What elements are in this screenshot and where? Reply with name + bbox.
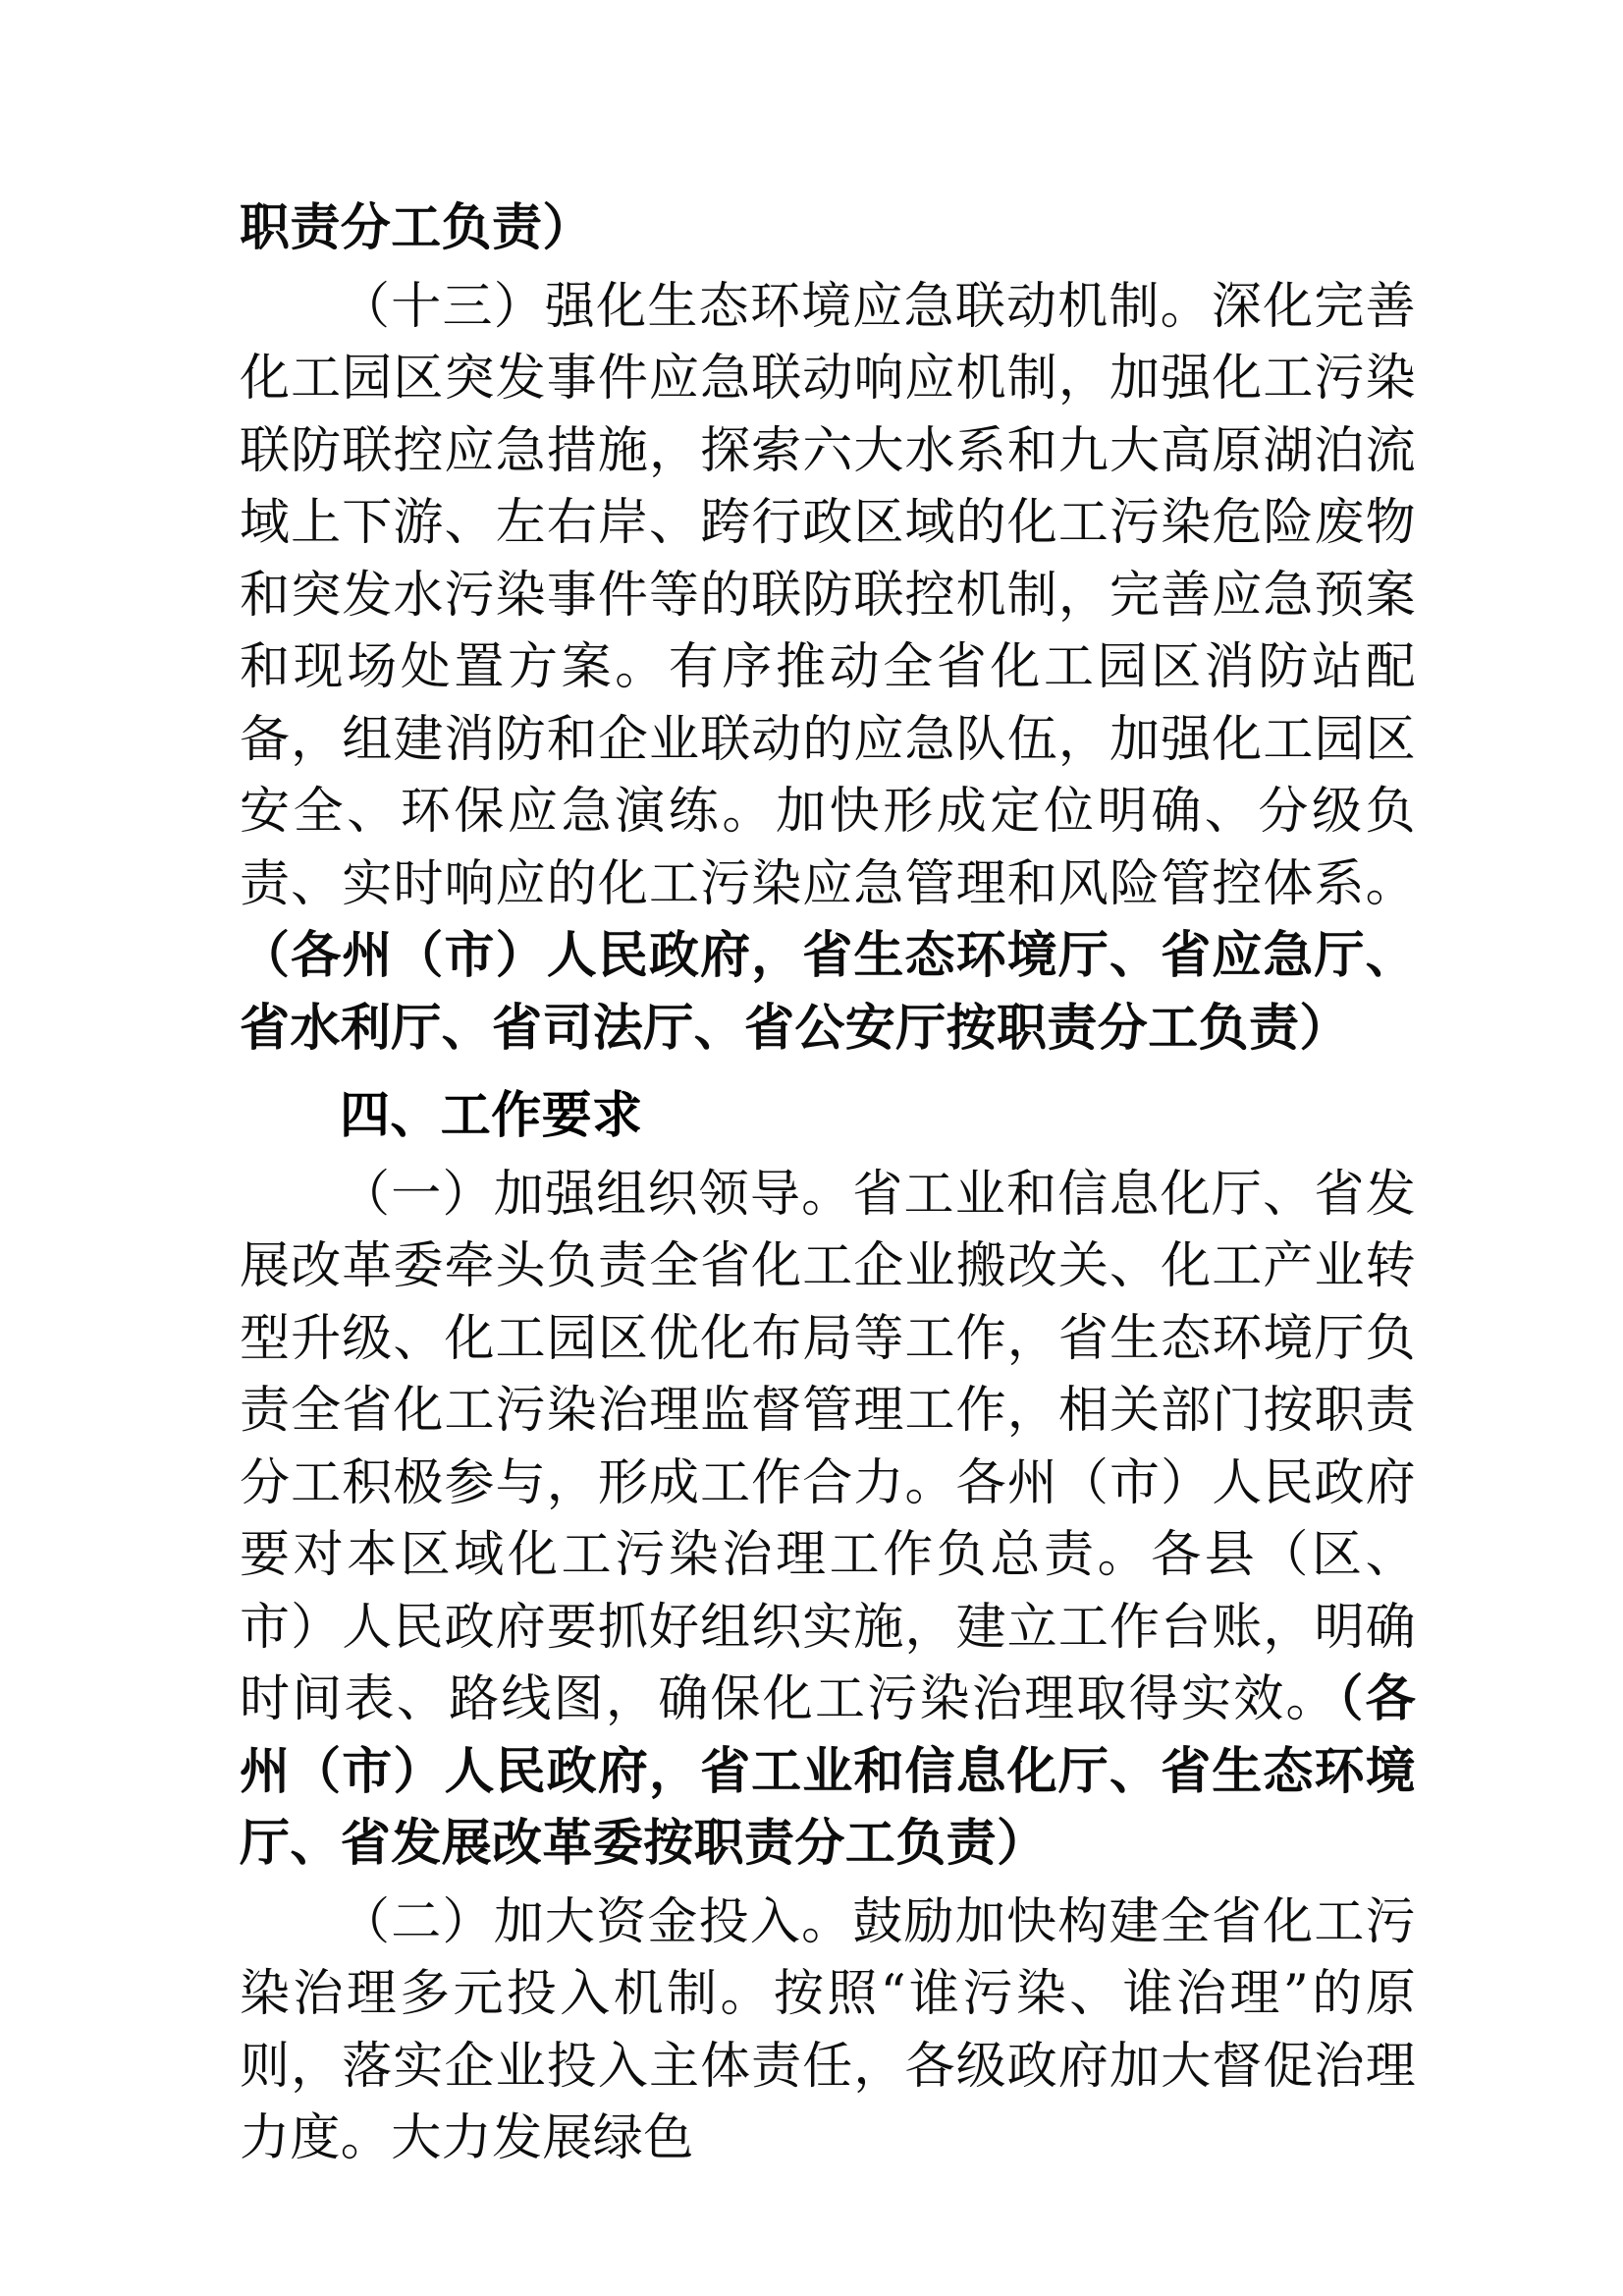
document-body (240, 192, 1416, 2175)
paragraph-spacer (240, 1065, 1416, 1080)
item-one-body-text: （一）加强组织领导。省工业和信息化厅、省发展改革委牵头负责全省化工企业搬改关、化工产业转型升级、化工园区优化布局等工作，省生态环境厅负责全省化工污染治理监督管理工作，相关部门按职责分工积极参与，形成工作合力。各州（市）人民政府要对本区域化工污染治理工作负总责。各县（区、市）人民政府要抓好组织实施，建立工作台账，明确时间表、路线图，确保化工污染治理取得实效。 (240, 1165, 1416, 1728)
continued-responsibility-line: 职责分工负责） (240, 198, 593, 257)
item-thirteen-responsibility-text: （各州（市）人民政府，省生态环境厅、省应急厅、省水利厅、省司法厅、省公安厅按职责分工负责） (240, 926, 1416, 1058)
paragraph-item-two (240, 1886, 1416, 2175)
item-thirteen-body-text: （十三）强化生态环境应急联动机制。深化完善化工园区突发事件应急联动响应机制，加强化工污染联防联控应急措施，探索六大水系和九大高原湖泊流域上下游、左右岸、跨行政区域的化工污染危险废物和突发水污染事件等的联防联控机制，完善应急预案和现场处置方案。有序推动全省化工园区消防站配备，组建消防和企业联动的应急队伍，加强化工园区安全、环保应急演练。加快形成定位明确、分级负责、实时响应的化工污染应急管理和风险管控体系。 (240, 277, 1416, 913)
section-heading-work-requirements: 四、工作要求 (340, 1087, 643, 1145)
item-one-responsibility-text: （各州（市）人民政府，省工业和信息化厅、省生态环境厅、省发展改革委按职责分工负责） (240, 1669, 1416, 1873)
paragraph-item-one (240, 1159, 1416, 1881)
paragraph-item-thirteen (240, 271, 1416, 1066)
item-two-body-text: （二）加大资金投入。鼓励加快构建全省化工污染治理多元投入机制。按照“谁污染、谁治理”的原则，落实企业投入主体责任，各级政府加大督促治理力度。大力发展绿色 (240, 1892, 1416, 2167)
